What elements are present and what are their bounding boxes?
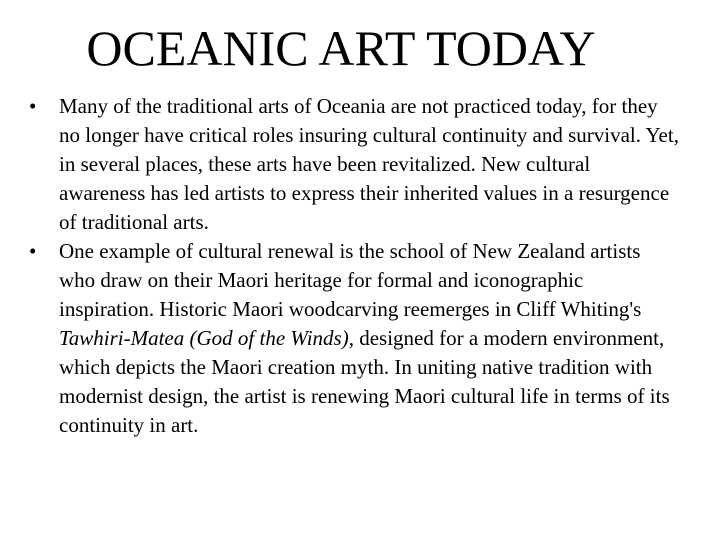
bullet-icon: • [29,94,37,118]
artwork-title: Tawhiri-Matea (God of the Winds), [59,326,354,350]
bullet-text-start: One example of cultural renewal is the school of New Zealand artists who draw on their Maori heritage for formal and iconographic inspiration. Historic Maori woodcarving reemerges in Cliff Whiting's [59,239,642,321]
bullet-list [29,92,679,440]
bullet-text: Many of the traditional arts of Oceania are not practiced today, for they no longer have critical roles insuring cultural continuity and survival. Yet, in several places, these arts have been revitalized. New cultural awareness has led artists to express their inherited values in a resurgence of traditional arts. [59,94,679,234]
bullet-icon: • [29,239,37,263]
bullet-item-1 [29,92,679,237]
slide-title: OCEANIC ART TODAY [86,20,596,76]
bullet-item-2 [29,237,679,440]
bullet-text-end: designed for a modern environment, which depicts the Maori creation myth. In uniting native tradition with modernist design, the artist is renewing Maori cultural life in terms of its continuity in art. [59,326,670,437]
